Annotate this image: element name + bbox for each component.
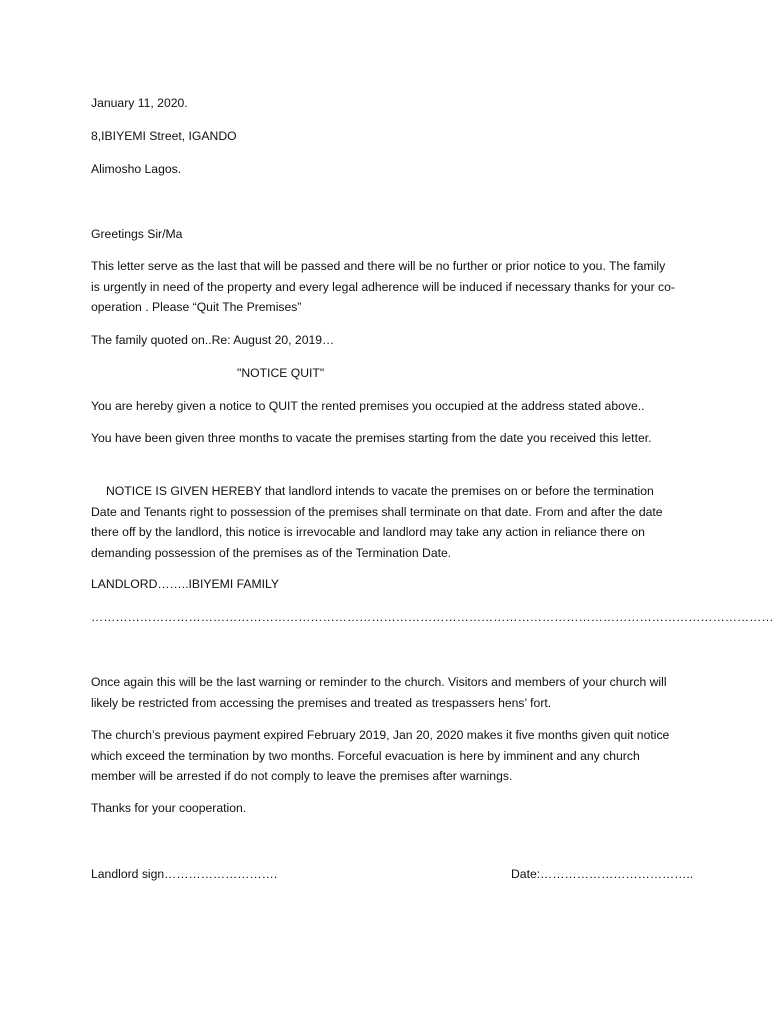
paragraph-three-months: You have been given three months to vacate the premises starting from the date you received this letter.	[91, 431, 652, 445]
notice-title: "NOTICE QUIT"	[237, 366, 325, 380]
date-field: Date:………………………………..	[511, 867, 694, 881]
address-line-1: 8,IBIYEMI Street, IGANDO	[91, 129, 237, 143]
paragraph-payment: The church’s previous payment expired February 2019, Jan 20, 2020 makes it five months given quit notice which exceed the termination by two months. Forceful evacuation is here by imminent and any church member will be arrested if do not comply to leave the premises after warnings.	[91, 728, 670, 783]
paragraph-warning: Once again this will be the last warning or reminder to the church. Visitors and members of your church will likely be restricted from accessing the premises and treated as trespassers hens’ fort.	[91, 675, 667, 710]
address-line-2: Alimosho Lagos.	[91, 162, 182, 176]
landlord-line: LANDLORD……..IBIYEMI FAMILY	[91, 577, 280, 591]
paragraph-notice-given: NOTICE IS GIVEN HEREBY that landlord intends to vacate the premises on or before the termination Date and Tenants right to possession of the premises shall terminate on that date. From and after the date there off by the landlord, this notice is irrevocable and landlord may take any action in reliance there on demanding possession of the premises as of the Termination Date.	[91, 484, 663, 560]
greeting: Greetings Sir/Ma	[91, 227, 183, 241]
paragraph-intro: This letter serve as the last that will be passed and there will be no further or prior notice to you. The family is urgently in need of the property and every legal adherence will be induced if necessary thanks for your co-operation . Please “Quit The Premises”	[91, 259, 675, 314]
landlord-sign-field: Landlord sign……………………….	[91, 867, 278, 881]
paragraph-reference: The family quoted on..Re: August 20, 2019…	[91, 333, 335, 347]
paragraph-quit: You are hereby given a notice to QUIT the rented premises you occupied at the address stated above..	[91, 399, 645, 413]
separator-dots: ……………………………………………………………………………………………………………………………………………………	[91, 610, 774, 624]
thanks-line: Thanks for your cooperation.	[91, 801, 247, 815]
letter-date: January 11, 2020.	[91, 96, 188, 110]
